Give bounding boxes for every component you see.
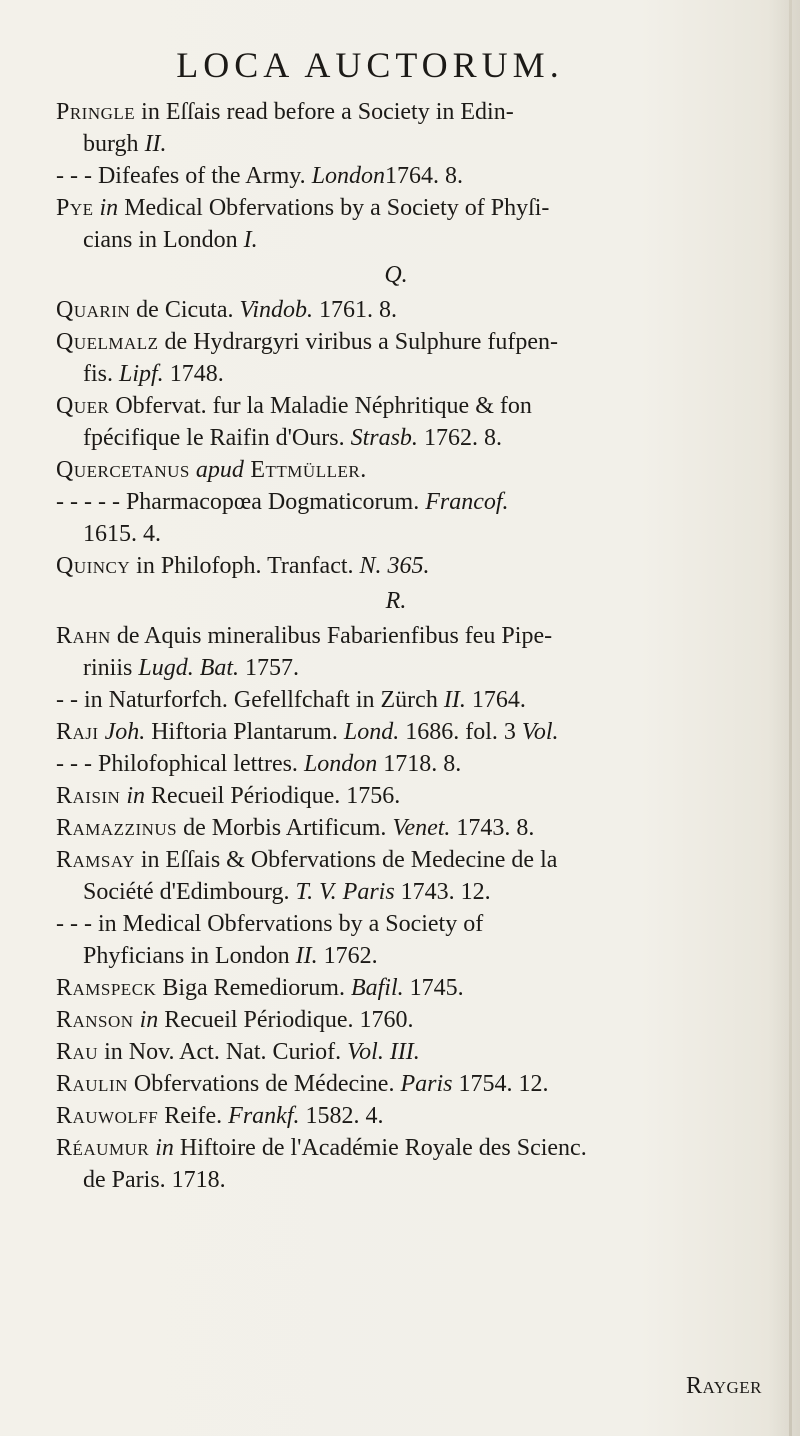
entry-italic: Joh. — [98, 719, 146, 745]
entry-text: de Aquis mineralibus Fabarienfibus feu Pipe- — [110, 623, 553, 649]
entry-italic: Venet. — [392, 815, 451, 841]
author-name: Raulin — [56, 1071, 128, 1097]
entry-text: 1757. — [239, 655, 300, 681]
entry-text: Biga Remediorum. — [156, 975, 351, 1001]
entry-italic: apud — [189, 457, 244, 483]
entry-text: Reife. — [158, 1103, 229, 1129]
list-item — [56, 486, 776, 518]
author-name: Rau — [56, 1039, 99, 1065]
entry-italic: in — [93, 195, 119, 221]
entry-italic: I. — [243, 227, 258, 253]
list-item — [56, 972, 776, 1004]
list-item — [56, 748, 776, 780]
list-item — [56, 454, 776, 486]
entry-italic: Lond. — [343, 719, 400, 745]
entry-text: 1582. 4. — [299, 1103, 384, 1129]
entry-italic: Bafil. — [350, 975, 404, 1001]
list-item — [56, 96, 776, 128]
entry-text: Société d'Edimbourg. — [83, 879, 296, 905]
entry-italic: Frankf. — [228, 1103, 300, 1129]
entry-text: 1762. — [317, 943, 378, 969]
list-item — [56, 224, 776, 256]
entry-text: in Nov. Act. Nat. Curiof. — [98, 1039, 348, 1065]
list-item — [56, 160, 776, 192]
page-edge — [789, 0, 792, 1436]
entry-italic: Francof. — [425, 489, 509, 515]
author-name: Quarin — [56, 297, 131, 323]
entry-text: Obfervat. fur la Maladie Néphritique & fon — [109, 393, 532, 419]
list-item — [56, 1004, 776, 1036]
entry-text: 1764. — [465, 687, 526, 713]
list-item — [56, 1164, 776, 1196]
list-item — [56, 844, 776, 876]
author-name: Rahn — [56, 623, 111, 649]
list-item — [56, 940, 776, 972]
list-item — [56, 1068, 776, 1100]
author-name: Pye — [56, 195, 94, 221]
author-name: Pringle — [56, 99, 136, 125]
list-item — [56, 1036, 776, 1068]
entry-text: 1743. 12. — [394, 879, 491, 905]
entry-text: cians in London — [83, 227, 244, 253]
author-name: Ramspeck — [56, 975, 157, 1001]
entry-text: Recueil Périodique. 1756. — [145, 783, 401, 809]
list-item — [56, 812, 776, 844]
entry-italic: in — [133, 1007, 159, 1033]
list-item — [56, 908, 776, 940]
entry-text: fpécifique le Raifin d'Ours. — [83, 425, 351, 451]
entry-text: Hiftoria Plantarum. — [145, 719, 344, 745]
list-item — [56, 518, 776, 550]
list-item — [56, 128, 776, 160]
author-name: Quercetanus — [56, 457, 190, 483]
section-letter: R. — [385, 588, 407, 614]
entry-text: 1615. 4. — [83, 521, 161, 547]
entry-text: 1754. 12. — [452, 1071, 549, 1097]
entry-text: 1761. 8. — [313, 297, 398, 323]
list-item — [56, 716, 776, 748]
entry-italic: Lugd. Bat. — [138, 655, 240, 681]
entry-text: 1762. 8. — [417, 425, 502, 451]
entry-text: - - in Naturforfch. Gefellfchaft in Zürch — [56, 687, 444, 713]
entry-text: 1743. 8. — [450, 815, 535, 841]
entry-text: - - - in Medical Obfervations by a Society of — [56, 911, 484, 937]
entry-italic: N. 365. — [359, 553, 430, 579]
list-item — [56, 358, 776, 390]
entry-smallcaps: Ettmüller. — [243, 457, 367, 483]
entry-italic: T. V. Paris — [295, 879, 395, 905]
entry-italic: Strasb. — [350, 425, 418, 451]
entry-text: Obfervations de Médecine. — [127, 1071, 401, 1097]
list-item — [56, 1132, 776, 1164]
entry-italic: Vol. — [521, 719, 559, 745]
author-name: Quer — [56, 393, 110, 419]
entry-text: 1718. 8. — [377, 751, 462, 777]
list-item — [56, 422, 776, 454]
list-item — [56, 294, 776, 326]
author-name: Rauwolff — [56, 1103, 159, 1129]
entry-text: 1748. — [163, 361, 224, 387]
list-item — [56, 780, 776, 812]
entry-text: 1686. fol. 3 — [399, 719, 522, 745]
entry-italic: London — [303, 751, 378, 777]
page-header: LOCA AUCTORUM. — [176, 45, 564, 85]
entry-italic: II. — [295, 943, 318, 969]
entry-text: de Cicuta. — [130, 297, 240, 323]
author-name: Raisin — [56, 783, 121, 809]
entry-italic: Paris — [400, 1071, 453, 1097]
author-name: Quelmalz — [56, 329, 159, 355]
list-item — [56, 550, 776, 582]
entry-text: in Eſſais & Obfervations de Medecine de la — [134, 847, 558, 873]
entry-text: Medical Obfervations by a Society of Phyſi- — [118, 195, 550, 221]
entry-text: 1764. 8. — [385, 163, 464, 189]
entry-italic: Vindob. — [239, 297, 314, 323]
list-item — [56, 1100, 776, 1132]
entry-italic: II. — [443, 687, 466, 713]
entry-text: Phyficians in London — [83, 943, 296, 969]
author-name: Quincy — [56, 553, 131, 579]
entry-italic: Lipf. — [119, 361, 164, 387]
list-item — [56, 192, 776, 224]
author-name: Ramsay — [56, 847, 135, 873]
catchword: Rayger — [685, 1373, 762, 1399]
section-letter: Q. — [384, 262, 408, 288]
entry-text: in Philofoph. Tranfact. — [130, 553, 360, 579]
entry-italic: in — [120, 783, 146, 809]
entry-text: Hiftoire de l'Académie Royale des Scienc. — [173, 1135, 587, 1161]
entry-italic: II. — [144, 131, 167, 157]
entry-text: riniis — [83, 655, 139, 681]
entry-text: Recueil Périodique. 1760. — [158, 1007, 414, 1033]
author-name: Raji — [56, 719, 99, 745]
author-name: Ramazzinus — [56, 815, 178, 841]
list-item — [56, 326, 776, 358]
entry-text: 1745. — [403, 975, 464, 1001]
entry-text: - - - Philofophical lettres. — [56, 751, 304, 777]
list-item — [56, 620, 776, 652]
list-item — [56, 876, 776, 908]
entry-text: de Hydrargyri viribus a Sulphure fufpen- — [158, 329, 559, 355]
entry-text: fis. — [83, 361, 119, 387]
entry-italic: London — [311, 163, 386, 189]
entry-text: in Eſſais read before a Society in Edin- — [135, 99, 514, 125]
entry-text: de Morbis Artificum. — [177, 815, 393, 841]
entry-text: de Paris. 1718. — [83, 1167, 226, 1193]
entry-text: - - - Difeafes of the Army. — [56, 163, 312, 189]
list-item — [56, 684, 776, 716]
entry-italic: Vol. III. — [347, 1039, 420, 1065]
list-item — [56, 390, 776, 422]
entry-text: - - - - - Pharmacopœa Dogmaticorum. — [56, 489, 426, 515]
author-name: Réaumur — [56, 1135, 150, 1161]
entry-text: burgh — [83, 131, 145, 157]
entry-italic: in — [149, 1135, 174, 1161]
author-name: Ranson — [56, 1007, 134, 1033]
list-item — [56, 652, 776, 684]
entry-list — [56, 96, 776, 1196]
